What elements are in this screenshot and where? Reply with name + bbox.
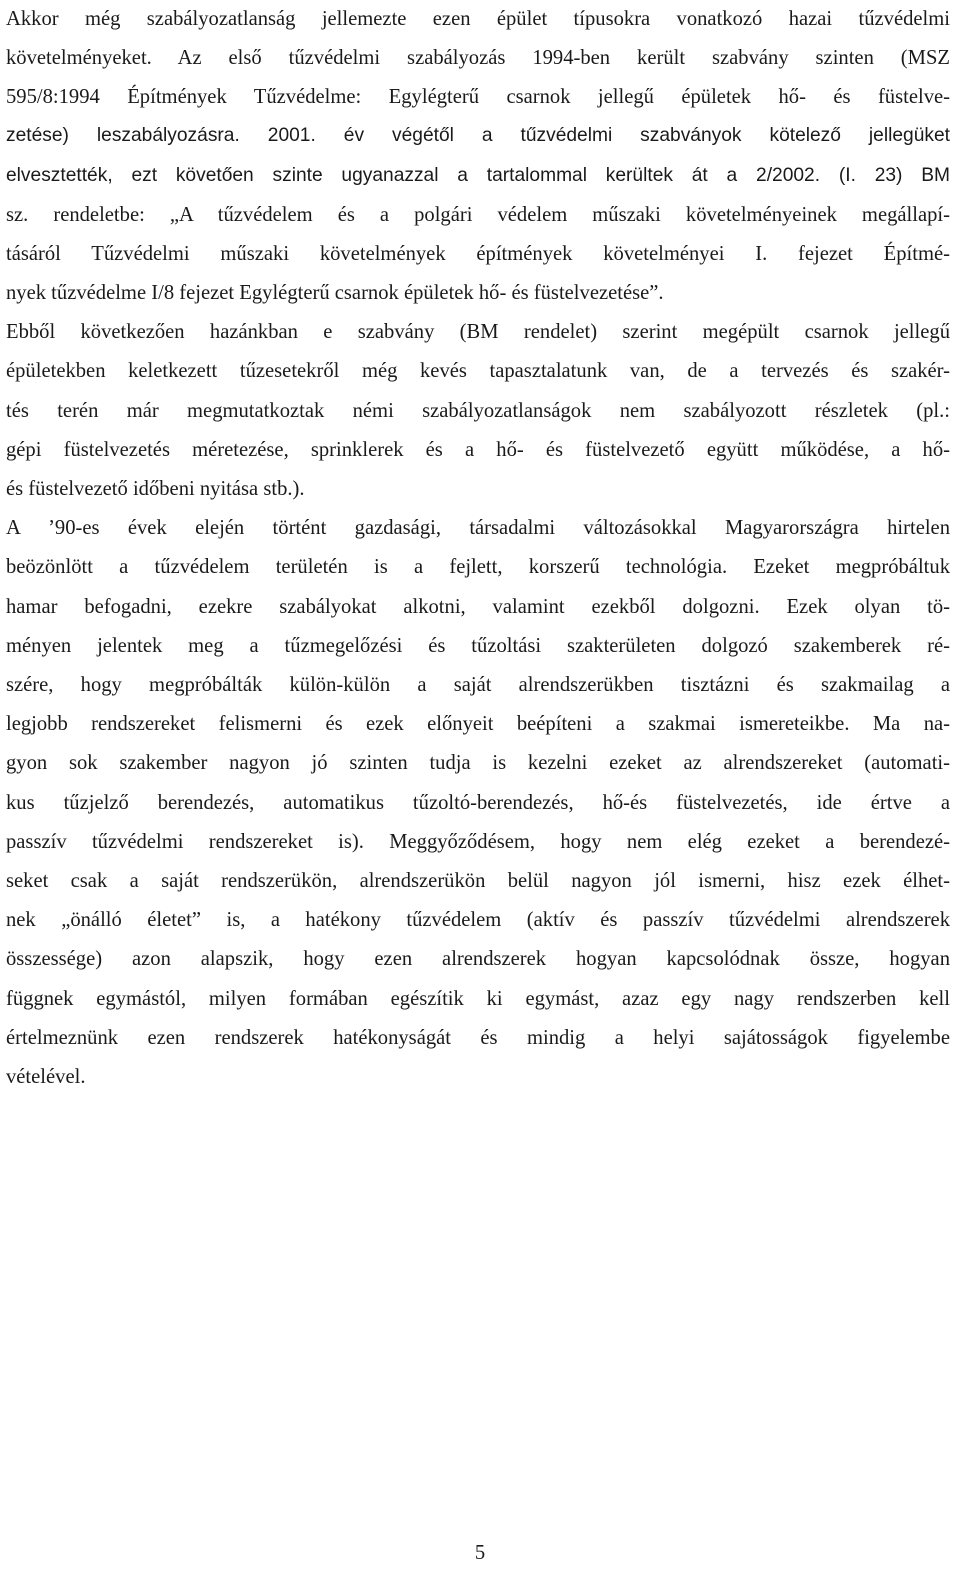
text-line-25: összessége) azon alapszik, hogy ezen alrendszerek hogyan kapcsolódnak össze, hogyan <box>6 948 950 970</box>
text-line-13: és füstelvezető időbeni nyitása stb.). <box>6 478 305 500</box>
page-number: 5 <box>474 1542 486 1564</box>
text-line-5: elvesztették, ezt követően szinte ugyanazzal a tartalommal kerültek át a 2/2002. (I. 23) BM <box>6 165 950 186</box>
text-line-9: Ebből következően hazánkban e szabvány (BM rendelet) szerint megépült csarnok jellegű <box>6 321 950 343</box>
text-line-8: nyek tűzvédelme I/8 fejezet Egylégterű csarnok épületek hő- és füstelvezetése”. <box>6 282 664 304</box>
text-line-3: 595/8:1994 Építmények Tűzvédelme: Egylégterű csarnok jellegű épületek hő- és füstelve- <box>6 86 950 108</box>
text-line-7: tásáról Tűzvédelmi műszaki követelmények építmények követelményei I. fejezet Építmé- <box>6 243 950 265</box>
text-line-1: Akkor még szabályozatlanság jellemezte ezen épület típusokra vonatkozó hazai tűzvédelmi <box>6 8 950 30</box>
text-line-2: követelményeket. Az első tűzvédelmi szabályozás 1994-ben került szabvány szinten (MSZ <box>6 47 950 69</box>
text-line-11: tés terén már megmutatkoztak némi szabályozatlanságok nem szabályozott részletek (pl.: <box>6 400 950 422</box>
text-line-27: értelmeznünk ezen rendszerek hatékonyságát és mindig a helyi sajátosságok figyelembe <box>6 1027 950 1049</box>
text-line-22: passzív tűzvédelmi rendszereket is). Meggyőződésem, hogy nem elég ezeket a berendezé- <box>6 831 950 853</box>
text-line-15: beözönlött a tűzvédelem területén is a fejlett, korszerű technológia. Ezeket megpróbáltuk <box>6 556 950 578</box>
text-line-18: szére, hogy megpróbálták külön-külön a saját alrendszerükben tisztázni és szakmailag a <box>6 674 950 696</box>
text-line-10: épületekben keletkezett tűzesetekről még kevés tapasztalatunk van, de a tervezés és szakér- <box>6 360 950 382</box>
text-line-4: zetése) leszabályozásra. 2001. év végétől a tűzvédelmi szabványok kötelező jellegüket <box>6 125 950 146</box>
text-line-6: sz. rendeletbe: „A tűzvédelem és a polgári védelem műszaki követelményeinek megállapí- <box>6 204 950 226</box>
text-line-20: gyon sok szakember nagyon jó szinten tudja is kezelni ezeket az alrendszereket (automati- <box>6 752 950 774</box>
text-line-23: seket csak a saját rendszerükön, alrendszerükön belül nagyon jól ismerni, hisz ezek élhet- <box>6 870 950 892</box>
text-line-21: kus tűzjelző berendezés, automatikus tűzoltó-berendezés, hő-és füstelvezetés, ide értve a <box>6 792 950 814</box>
text-line-24: nek „önálló életet” is, a hatékony tűzvédelem (aktív és passzív tűzvédelmi alrendszerek <box>6 909 950 931</box>
text-line-19: legjobb rendszereket felismerni és ezek előnyeit beépíteni a szakmai ismereteikbe. Ma na- <box>6 713 950 735</box>
text-line-16: hamar befogadni, ezekre szabályokat alkotni, valamint ezekből dolgozni. Ezek olyan tö- <box>6 596 950 618</box>
text-line-14: A ’90-es évek elején történt gazdasági, társadalmi változásokkal Magyarországra hirtelen <box>6 517 950 539</box>
text-line-12: gépi füstelvezetés méretezése, sprinklerek és a hő- és füstelvezető együtt működése, a hő- <box>6 439 950 461</box>
text-line-28: vételével. <box>6 1066 86 1088</box>
text-line-17: ményen jelentek meg a tűzmegelőzési és tűzoltási szakterületen dolgozó szakemberek ré- <box>6 635 950 657</box>
text-line-26: függnek egymástól, milyen formában egészítik ki egymást, azaz egy nagy rendszerben kell <box>6 988 950 1010</box>
